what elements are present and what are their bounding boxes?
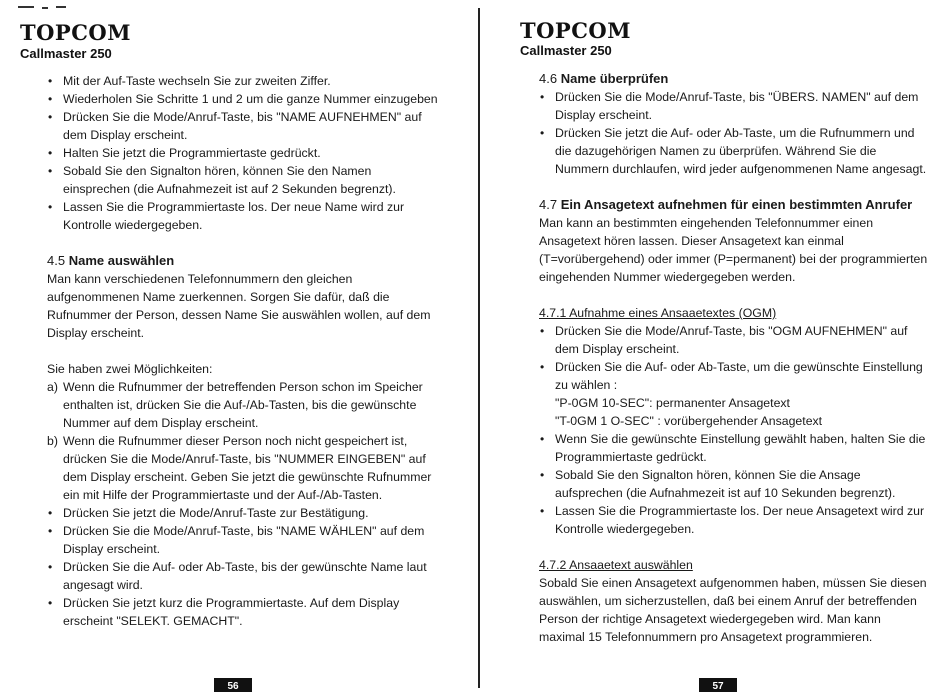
brand-logo: TOPCOM [20,20,131,45]
list-item: • Drücken Sie die Mode/Anruf-Taste, bis "NAME WÄHLEN" auf dem Display erscheint. [47,522,440,558]
page-number: 56 [214,678,252,692]
list-item: • Drücken Sie die Mode/Anruf-Taste, bis "OGM AUFNEHMEN" auf dem Display erscheint. [539,322,929,358]
list-item: • Drücken Sie jetzt die Mode/Anruf-Taste zur Bestätigung. [47,504,440,522]
option-text: Wenn die Rufnummer der betreffenden Person schon im Speicher enthalten ist, drücken Sie die Auf-/Ab-Tasten, bis die gewünschte Nummer auf dem Display erscheint. [63,380,423,430]
left-content [47,72,440,630]
section-number: 4.7 [539,197,558,212]
list-item: • Wiederholen Sie Schritte 1 und 2 um die ganze Nummer einzugeben [47,90,440,108]
list-item: • Halten Sie jetzt die Programmiertaste gedrückt. [47,144,440,162]
list-item: • Wenn Sie die gewünschte Einstellung gewählt haben, halten Sie die Programmiertaste gedrückt. [539,430,929,466]
list-item-text: Drücken Sie die Auf- oder Ab-Taste, um die gewünschte Einstellung zu wählen : [555,360,923,392]
options-intro: Sie haben zwei Möglichkeiten: [47,362,213,376]
list-item [539,358,929,430]
list-item: • Lassen Sie die Programmiertaste los. Der neue Name wird zur Kontrolle wiedergegeben. [47,198,440,234]
section-title: Name auswählen [68,253,175,268]
option-marker: a) [47,380,58,394]
list-item: • Sobald Sie den Signalton hören, können Sie den Namen einsprechen (die Aufnahmezeit ist auf 2 Sekunden begrenzt). [47,162,440,198]
bullet-list [539,88,929,178]
right-content [539,70,929,646]
page-right [484,0,950,692]
model-name: Callmaster 250 [20,46,112,61]
section-number: 4.5 [47,253,66,268]
bullet-list-top [47,72,440,234]
list-item: • Drücken Sie jetzt kurz die Programmiertaste. Auf dem Display erscheint "SELEKT. GEMACHT". [47,594,440,630]
subsection-heading: 4.7.1 Aufnahme eines Ansaaetextes (OGM) [539,306,777,320]
list-item: • Drücken Sie die Mode/Anruf-Taste, bis "NAME AUFNEHMEN" auf dem Display erscheint. [47,108,440,144]
list-item: • Drücken Sie die Mode/Anruf-Taste, bis "ÜBERS. NAMEN" auf dem Display erscheint. [539,88,929,124]
option-text: Wenn die Rufnummer dieser Person noch nicht gespeichert ist, drücken Sie die Mode/Anruf-Taste, bis "NUMMER EINGEBEN" auf dem Display erscheint. Geben Sie jetzt die gewünschte Rufnummer ein mit Hilfe der Programmiertaste und der Auf-/Ab-Tasten. [63,434,432,502]
section-heading [47,252,440,270]
list-item: • Lassen Sie die Programmiertaste los. Der neue Ansagetext wird zur Kontrolle wiedergegeben. [539,502,929,538]
list-item: • Sobald Sie den Signalton hören, können Sie die Ansage aufsprechen (die Aufnahmezeit ist auf 10 Sekunden begrenzt). [539,466,929,502]
list-item: • Mit der Auf-Taste wechseln Sie zur zweiten Ziffer. [47,72,440,90]
section-text: Sobald Sie einen Ansagetext aufgenommen haben, müssen Sie diesen auswählen, um sicherzustellen, daß bei einem Anruf der betreffenden Person der richtige Ansagetext wiedergegeben wird. Man kann maximal 15 Telefonnummern pro Ansagetext programmieren. [539,576,927,644]
page-divider [478,8,480,688]
option-marker: b) [47,434,58,448]
setting-option: "T-0GM 1 O-SEC" : vorübergehender Ansagetext [555,414,823,428]
list-item: • Drücken Sie die Auf- oder Ab-Taste, bis der gewünschte Name laut angesagt wird. [47,558,440,594]
subsection-heading: 4.7.2 Ansaaetext auswählen [539,558,693,572]
option-a [47,378,440,432]
bullet-list-bottom [47,504,440,630]
list-item: • Drücken Sie jetzt die Auf- oder Ab-Taste, um die Rufnummern und die dazugehörigen Namen zu überprüfen. Während Sie die Nummern durchlaufen, wird jeder aufgenommenen Name angesagt. [539,124,929,178]
setting-option: "P-0GM 10-SEC": permanenter Ansagetext [555,396,790,410]
section-intro: Man kann an bestimmten eingehenden Telefonnummer einen Ansagetext hören lassen. Dieser Ansagetext kan einmal (T=vorübergehend) oder immer (P=permanent) bei der programmierten eingehenden Nummer wiedergegeben werden. [539,216,928,284]
brand-logo: TOPCOM [520,18,631,43]
section-heading [539,196,929,214]
section-title: Name überprüfen [560,71,669,86]
option-b [47,432,440,504]
section-title: Ein Ansagetext aufnehmen für einen bestimmten Anrufer [560,197,913,212]
bullet-list [539,322,929,538]
section-intro: Man kann verschiedenen Telefonnummern den gleichen aufgenommenen Name zuerkennen. Sorgen Sie dafür, daß die Rufnummer der Person, dessen Name Sie auswählen wollen, auf dem Display erscheint. [47,272,431,340]
section-number: 4.6 [539,71,558,86]
section-heading [539,70,929,88]
page-number: 57 [699,678,737,692]
model-name: Callmaster 250 [520,43,612,58]
